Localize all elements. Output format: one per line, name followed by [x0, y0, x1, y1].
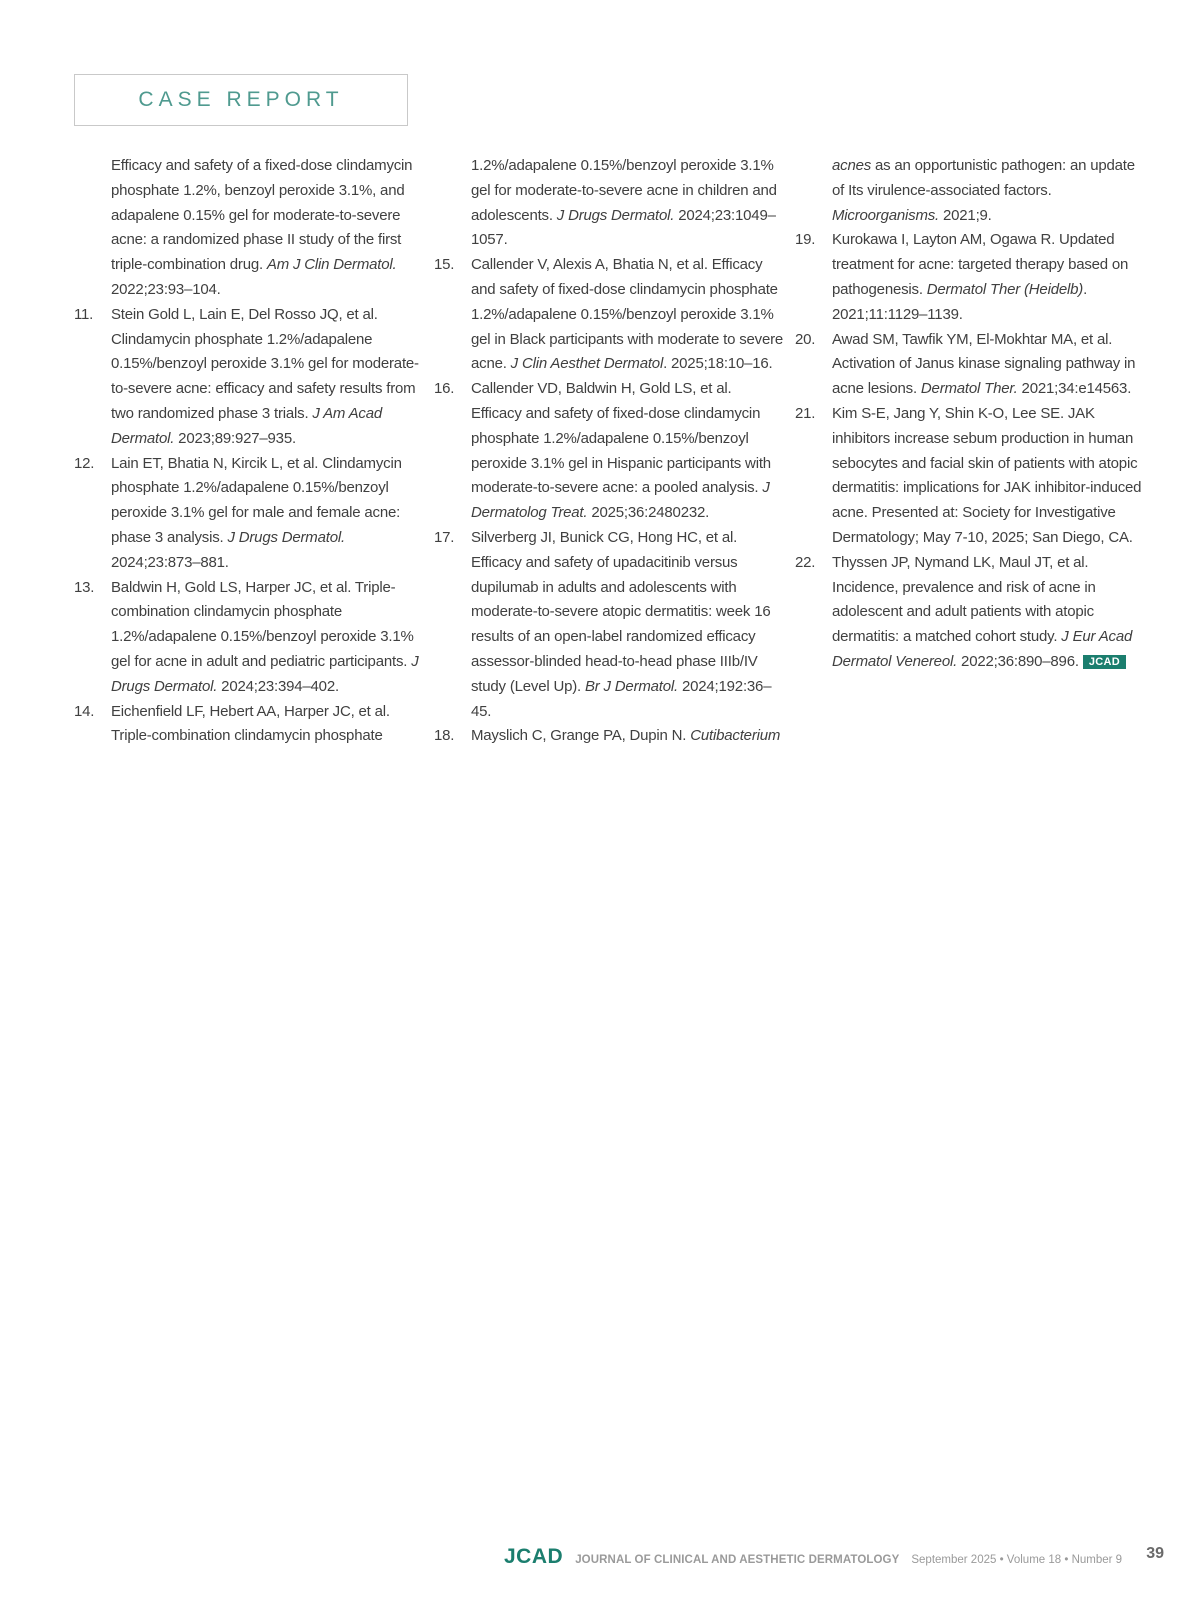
reference-fragment: 2024;192:36–45.	[471, 677, 772, 720]
journal-title: J Drugs Dermatol.	[111, 652, 419, 695]
reference-text	[111, 303, 424, 452]
journal-title: J Drugs Dermatol.	[227, 528, 345, 546]
reference-fragment: 2025;36:2480232.	[587, 504, 710, 522]
reference-fragment: Kim S-E, Jang Y, Shin K-O, Lee SE. JAK inhibitors increase sebum production in human sebocytes and facial skin of patients with atopic dermatitis: implications for JAK inhibitor-induced acne. Presented at: Society for Investigative Dermatology; May 7-10, 2025; San Diego, CA.	[832, 404, 1142, 546]
journal-title: Am J Clin Dermatol.	[266, 256, 397, 274]
reference-number: 19.	[795, 231, 816, 249]
reference-text	[832, 328, 1145, 402]
reference-item	[795, 551, 1145, 675]
journal-title: J Dermatolog Treat.	[471, 479, 770, 522]
reference-item	[795, 228, 1145, 327]
reference-item	[434, 253, 784, 377]
reference-fragment: 2023;89:927–935.	[174, 429, 296, 447]
reference-fragment: Kurokawa I, Layton AM, Ogawa R. Updated treatment for acne: targeted therapy based on pathogenesis.	[832, 231, 1129, 298]
journal-title: J Clin Aesthet Dermatol	[510, 355, 664, 373]
journal-title: Dermatol Ther.	[920, 380, 1018, 398]
references-column-3	[795, 154, 1145, 675]
reference-text	[111, 576, 424, 700]
reference-fragment: as an opportunistic pathogen: an update of Its virulence-associated factors.	[832, 157, 1135, 199]
page-footer	[504, 1545, 1164, 1575]
reference-item	[74, 452, 424, 576]
reference-item	[795, 402, 1145, 551]
references-column-1	[74, 154, 424, 749]
reference-fragment: 2024;23:1049–1057.	[471, 206, 776, 249]
reference-text	[471, 724, 784, 749]
journal-title: Microorganisms.	[832, 206, 940, 224]
reference-text	[832, 402, 1145, 551]
reference-fragment: . 2025;18:10–16.	[663, 355, 773, 373]
reference-text	[111, 452, 424, 576]
reference-text	[832, 154, 1145, 228]
reference-text	[471, 253, 784, 377]
journal-logo: JCAD	[504, 1545, 564, 1568]
reference-fragment: 2021;34:e14563.	[1017, 380, 1132, 398]
reference-fragment: 2022;23:93–104.	[111, 280, 221, 298]
journal-title: Br J Dermatol.	[584, 677, 679, 695]
reference-number: 13.	[74, 578, 95, 596]
reference-fragment: 2024;23:394–402.	[217, 677, 339, 695]
reference-text	[471, 154, 784, 253]
section-label: CASE REPORT	[138, 88, 344, 111]
reference-fragment: Lain ET, Bhatia N, Kircik L, et al. Clindamycin phosphate 1.2%/adapalene 0.15%/benzoyl peroxide 3.1% gel for male and female acne: phase 3 analysis.	[111, 454, 402, 546]
journal-title: J Am Acad Dermatol.	[111, 404, 383, 447]
reference-fragment: Callender VD, Baldwin H, Gold LS, et al. Efficacy and safety of fixed-dose clindamycin phosphate 1.2%/adapalene 0.15%/benzoyl peroxide 3.1% gel in Hispanic participants with moderate-to-severe acne: a pooled analysis.	[471, 380, 771, 497]
reference-fragment: Eichenfield LF, Hebert AA, Harper JC, et al. Triple-combination clindamycin phosphate	[111, 702, 390, 745]
page-number: 39	[1146, 1545, 1164, 1562]
reference-fragment: Callender V, Alexis A, Bhatia N, et al. Efficacy and safety of fixed-dose clindamycin phosphate 1.2%/adapalene 0.15%/benzoyl peroxide 3.1% gel in Black participants with moderate to severe acne.	[471, 256, 784, 373]
reference-text	[832, 551, 1145, 675]
journal-title: J Eur Acad Dermatol Venereol.	[832, 628, 1133, 670]
reference-item	[74, 303, 424, 452]
references-column-2	[434, 154, 784, 749]
reference-number: 17.	[434, 528, 455, 546]
reference-text	[832, 228, 1145, 327]
reference-text	[111, 154, 424, 303]
reference-fragment: Baldwin H, Gold LS, Harper JC, et al. Triple-combination clindamycin phosphate 1.2%/adapalene 0.15%/benzoyl peroxide 3.1% gel for acne in adult and pediatric participants.	[111, 578, 414, 670]
reference-number: 21.	[795, 404, 816, 422]
reference-number: 22.	[795, 553, 816, 571]
reference-text	[111, 700, 424, 750]
journal-title: acnes	[832, 157, 872, 174]
reference-fragment: 2022;36:890–896.	[957, 652, 1079, 670]
reference-item	[795, 328, 1145, 402]
reference-fragment: Silverberg JI, Bunick CG, Hong HC, et al. Efficacy and safety of upadacitinib versus dupilumab in adults and adolescents with moderate-to-severe atopic dermatitis: week 16 results of an open-label randomized efficacy assessor-blinded head-to-head phase IIIb/IV study (Level Up).	[471, 528, 771, 695]
reference-fragment: . 2021;11:1129–1139.	[832, 280, 1088, 323]
reference-fragment: 2024;23:873–881.	[111, 553, 229, 571]
reference-number: 14.	[74, 702, 95, 720]
reference-item	[74, 154, 424, 303]
journal-title: Cutibacterium	[690, 727, 781, 745]
reference-fragment: Thyssen JP, Nymand LK, Maul JT, et al. Incidence, prevalence and risk of acne in adolescent and adult patients with atopic dermatitis: a matched cohort study.	[832, 553, 1096, 646]
reference-fragment: Awad SM, Tawfik YM, El-Mokhtar MA, et al. Activation of Janus kinase signaling pathway in acne lesions.	[832, 330, 1136, 398]
reference-number: 11.	[74, 305, 94, 323]
reference-fragment: 1.2%/adapalene 0.15%/benzoyl peroxide 3.1% gel for moderate-to-severe acne in children and adolescents.	[471, 157, 777, 224]
journal-title: Dermatol Ther (Heidelb)	[926, 280, 1084, 298]
journal-name: JOURNAL OF CLINICAL AND AESTHETIC DERMATOLOGY	[575, 1554, 900, 1566]
reference-item	[795, 154, 1145, 228]
jcad-badge: JCAD	[1083, 655, 1126, 669]
reference-text	[471, 377, 784, 526]
reference-fragment: 2021;9.	[939, 206, 992, 224]
reference-item	[434, 724, 784, 749]
reference-fragment: Efficacy and safety of a fixed-dose clindamycin phosphate 1.2%, benzoyl peroxide 3.1%, and adapalene 0.15% gel for moderate-to-severe acne: a randomized phase II study of the first triple-combination drug.	[111, 157, 413, 274]
section-header-box	[74, 74, 408, 126]
reference-number: 16.	[434, 380, 455, 398]
reference-number: 18.	[434, 727, 455, 745]
reference-fragment: Stein Gold L, Lain E, Del Rosso JQ, et al. Clindamycin phosphate 1.2%/adapalene 0.15%/benzoyl peroxide 3.1% gel for moderate-to-severe acne: efficacy and safety results from two randomized phase 3 trials.	[111, 305, 419, 422]
journal-title: J Drugs Dermatol.	[556, 206, 675, 224]
reference-item	[434, 526, 784, 724]
reference-number: 12.	[74, 454, 95, 472]
reference-text	[471, 526, 784, 724]
issue-info: September 2025 • Volume 18 • Number 9	[911, 1554, 1123, 1566]
reference-item	[434, 154, 784, 253]
reference-item	[434, 377, 784, 526]
reference-fragment: Mayslich C, Grange PA, Dupin N.	[471, 727, 691, 745]
reference-number: 15.	[434, 256, 455, 274]
reference-number: 20.	[795, 330, 816, 348]
reference-item	[74, 700, 424, 750]
reference-item	[74, 576, 424, 700]
